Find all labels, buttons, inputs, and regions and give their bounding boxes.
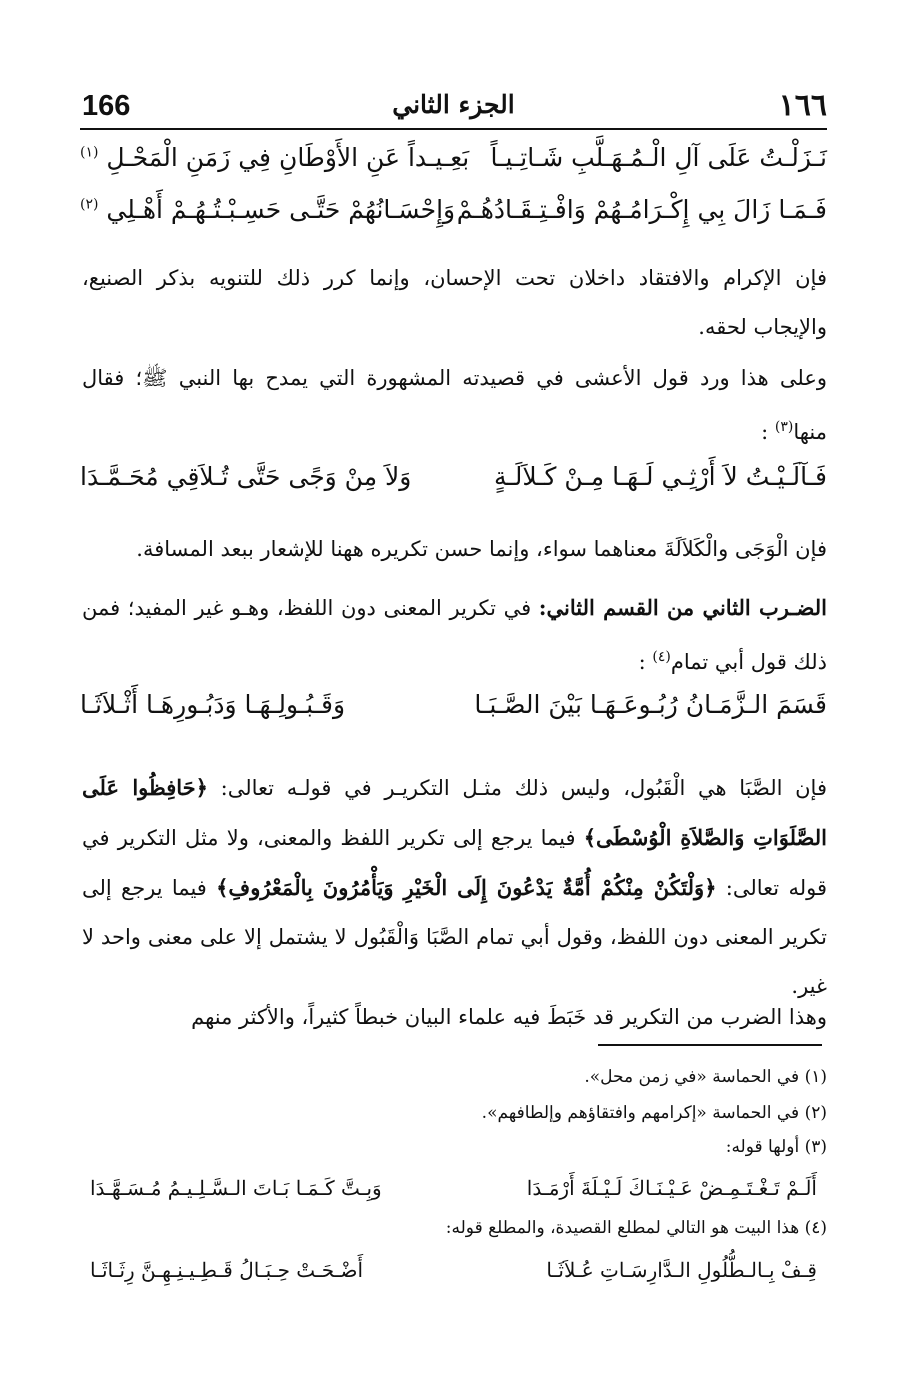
paragraph-2 [82, 354, 827, 457]
paragraph-5 [82, 763, 827, 1011]
footnote-separator [598, 1044, 822, 1046]
quran-quote-1: ﴿حَافِظُوا عَلَى الصَّلَوَاتِ وَالصَّلاَةِ الْوُسْطَى﴾ [82, 775, 827, 850]
section-heading: الضـرب الثاني من القسم الثاني: [538, 595, 827, 620]
verse-2 [80, 195, 827, 245]
paragraph-5-text-a: فإن الصَّبَا هي الْقَبُول، وليس ذلك مثـل التكريـر في قولـه تعالى: [220, 776, 827, 800]
page-number-latin: 166 [82, 90, 131, 122]
footnote-2: (٢) في الحماسة «إكرامهم وافتقاؤهم وإلطافهم». [481, 1103, 827, 1123]
quran-quote-2: ﴿وَلْتَكُنْ مِنْكُمْ أُمَّةٌ يَدْعُونَ إِلَى الْخَيْرِ وَيَأْمُرُونَ بِالْمَعْرُوفِ﴾ [216, 875, 717, 900]
paragraph-5-text-c: فيما يرجع إلى تكرير المعنى دون اللفظ، وقول أبي تمام الصَّبَا وَالْقَبُول لا يشتمل إلا على معنى واحد لا غير. [82, 876, 827, 998]
footnote-ref-3: (٣) [774, 419, 794, 435]
footnote-3-verse-second: وَبِـتَّ كَـمَـا بَـاتَ الـسَّـلِـيـمُ مُـسَـهَّـدَا [90, 1176, 382, 1200]
paragraph-6: وهذا الضرب من التكرير قد خَبَطَ فيه علماء البيان خبطاً كثيراً، والأكثر منهم [191, 1005, 827, 1029]
verse-1-first-hemistich: نَـزَلْـتُ عَلَى آلِ الْـمُـهَـلَّبِ شَـاتِـيـاً [490, 143, 827, 172]
verse-1 [80, 143, 827, 193]
paragraph-4-text: في تكرير المعنى دون اللفظ، وهـو غير المفيد؛ فمن ذلك قول أبي تمام [82, 596, 827, 674]
footnote-1: (١) في الحماسة «في زمن محل». [584, 1067, 827, 1087]
footnote-3-verse [90, 1176, 817, 1216]
paragraph-1: فإن الإكرام والافتقاد داخلان تحت الإحسان، وإنما كرر ذلك للتنويه بذكر الصنيع، والإيجاب لحقه. [82, 266, 827, 339]
verse-4-first-hemistich: قَسَمَ الـزَّمَـانُ رُبُـوعَـهَـا بَيْنَ الصَّـبَـا [474, 690, 827, 719]
verse-3-second-hemistich: وَلاَ مِنْ وَجًى حَتَّى تُـلاَقِي مُحَـمَّـدَا [80, 462, 412, 491]
footnote-3: (٣) أولها قوله: [725, 1137, 827, 1157]
footnote-4-verse-second: أَضْـحَـتْ حِـبَـالُ قَـطِـيـنِـهِـنَّ رِثَـاثَـا [90, 1258, 364, 1282]
footnote-ref-1: (١) [80, 144, 99, 161]
running-title: الجزء الثاني [392, 90, 515, 119]
header-rule [80, 128, 827, 130]
page-header [80, 84, 827, 130]
paragraph-4 [82, 583, 827, 687]
verse-2-first-hemistich: فَـمَـا زَالَ بِي إِكْـرَامُـهُمْ وَافْـتِـقَـادُهُـمْ [456, 195, 827, 224]
paragraph-3: فإن الْوَجَى والْكَلاَلَةَ معناهما سواء، وإنما حسن تكريره ههنا للإشعار ببعد المسافة. [136, 537, 827, 561]
verse-4 [80, 690, 827, 740]
verse-4-second-hemistich: وَقَـبُـولِـهَـا وَدَبُـورِهَـا أَثْـلاَثَـا [80, 690, 346, 719]
footnote-4-verse-first: قِـفْ بِـالـطُّلُولِ الـدَّارِسَـاتِ عُـلاَثَـا [546, 1258, 817, 1282]
verse-1-second-hemistich: بَعِـيـداً عَنِ الأَوْطَانِ فِي زَمَنِ الْمَحْـلِ [106, 143, 470, 172]
verse-3-first-hemistich: فَـآلَـيْـتُ لاَ أَرْثِـي لَـهَـا مِـنْ كَـلاَلَـةٍ [493, 462, 827, 491]
footnote-4-verse [90, 1258, 817, 1298]
paragraph-2-colon: : [761, 420, 769, 444]
verse-2-second-hemistich: وَإِحْسَـانُهُمْ حَتَّـى حَسِـبْـتُـهُـمْ أَهْـلِي [106, 195, 456, 224]
paragraph-2-text: وعلى هذا ورد قول الأعشى في قصيدته المشهورة التي يمدح بها النبي ﷺ؛ فقال منها [82, 366, 827, 444]
page-number-arabic: ١٦٦ [778, 88, 827, 123]
footnote-ref-2: (٢) [80, 196, 99, 213]
footnote-3-verse-first: أَلَـمْ تَـغْـتَـمِـضْ عَـيْـنَـاكَ لَـيْـلَةَ أَرْمَـدَا [526, 1176, 817, 1200]
paragraph-5-text-b: فيما يرجع إلى تكرير اللفظ والمعنى، ولا مثل التكرير في قوله تعالى: [82, 826, 827, 900]
verse-3 [80, 462, 827, 512]
footnote-ref-4: (٤) [652, 649, 671, 665]
paragraph-4-colon: : [638, 650, 646, 674]
footnote-4: (٤) هذا البيت هو التالي لمطلع القصيدة، والمطلع قوله: [445, 1218, 827, 1238]
